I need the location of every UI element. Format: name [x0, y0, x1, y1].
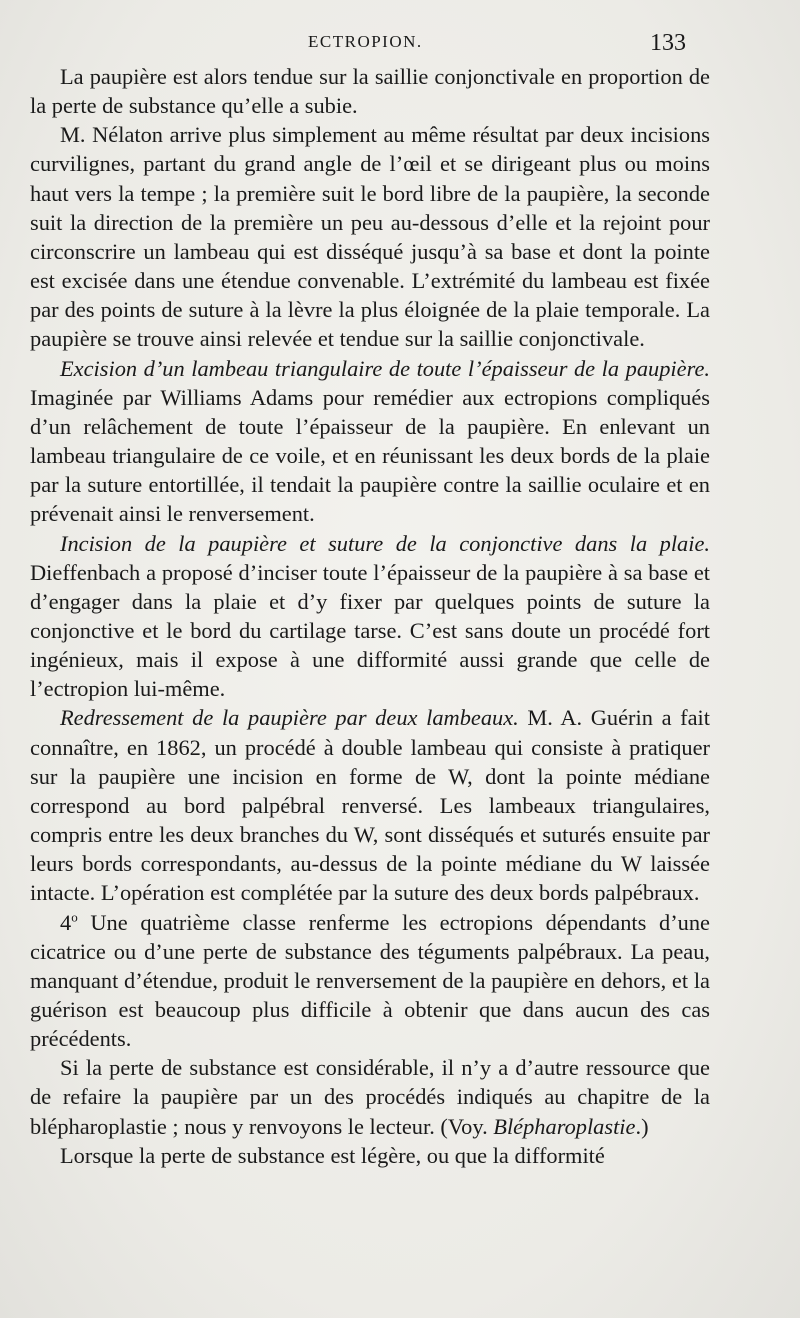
paragraph-text: La paupière est alors tendue sur la saillie conjonctivale en proportion de la perte de substance qu’elle a subie.	[30, 64, 710, 119]
cross-reference: Blépharoplastie	[493, 1113, 636, 1139]
paragraph-redressement	[30, 703, 710, 907]
page-number: 133	[650, 30, 686, 56]
paragraph-fourth-class	[30, 908, 710, 1054]
paragraph-text: M. Nélaton arrive plus simplement au même résultat par deux incisions curvilignes, partant du grand angle de l’œil et se dirigeant plus ou moins haut vers la tempe ; la première suit le bord libre de la paupière, la seconde suit la direction de la première un peu au-dessous d’elle et la rejoint pour circonscrire un lambeau qui est disséqué jusqu’à sa base et dont la pointe est excisée dans une étendue convenable. L’extrémité du lambeau est fixée par des points de suture à la lèvre la plus éloignée de la plaie temporale. La paupière se trouve ainsi relevée et tendue sur la saillie conjonctivale.	[30, 122, 710, 352]
page-header	[0, 30, 800, 60]
section-lead: Excision d’un lambeau triangulaire de toute l’épaisseur de la paupière.	[60, 355, 710, 381]
running-title: ECTROPION.	[308, 32, 423, 51]
paragraph-tail: .)	[635, 1113, 649, 1139]
numeral-superscript: o	[71, 909, 78, 925]
paragraph-text: Si la perte de substance est considérable, il n’y a d’autre ressource que de refaire la paupière par un des procédés indiqués au chapitre de la blépharoplastie ; nous y renvoyons le lecteur. (Voy.	[30, 1055, 710, 1139]
paragraph-text: M. A. Guérin a fait connaître, en 1862, un procédé à double lambeau qui consiste à pratiquer sur la paupière une incision en forme de W, dont la pointe médiane correspond au bord palpébral renversé. Les lambeaux triangulaires, compris entre les deux branches du W, sont disséqués et suturés ensuite par leurs bords correspondants, au-dessus de la pointe médiane du W laissée intacte. L’opération est complétée par la suture des deux bords palpébraux.	[30, 705, 710, 906]
paragraph-last	[30, 1141, 710, 1170]
paragraph-text: Lorsque la perte de substance est légère, ou que la difformité	[60, 1142, 605, 1168]
paragraph-text: Une quatrième classe renferme les ectropions dépendants d’une cicatrice ou d’une perte de substance des téguments palpébraux. La peau, manquant d’étendue, produit le renversement de la paupière en dehors, et la guérison est beaucoup plus difficile à obtenir que dans aucun des cas précédents.	[30, 909, 710, 1052]
paragraph-text: Dieffenbach a proposé d’inciser toute l’épaisseur de la paupière à sa base et d’engager dans la plaie et d’y fixer par quelques points de suture la conjonctive et le bord du cartilage tarse. C’est sans doute un procédé fort ingénieux, mais il expose à une difformité aussi grande que celle de l’ectropion lui-même.	[30, 559, 710, 702]
paragraph-incision	[30, 529, 710, 704]
section-lead: Redressement de la paupière par deux lambeaux.	[60, 705, 519, 731]
paragraph-nelaton	[30, 120, 710, 353]
section-lead: Incision de la paupière et suture de la conjonctive dans la plaie.	[60, 530, 710, 556]
paragraph-excision	[30, 354, 710, 529]
paragraph-blepharoplastie	[30, 1053, 710, 1140]
body-text	[30, 62, 710, 1170]
paragraph-continuation	[30, 62, 710, 120]
paragraph-text: Imaginée par Williams Adams pour remédier aux ectropions compliqués d’un relâchement de toute l’épaisseur de la paupière. En enlevant un lambeau triangulaire de ce voile, et en réunissant les deux bords de la plaie par la suture entortillée, il tendait la paupière contre la saillie oculaire et en prévenait ainsi le renversement.	[30, 384, 710, 527]
list-numeral: 4	[60, 909, 72, 935]
